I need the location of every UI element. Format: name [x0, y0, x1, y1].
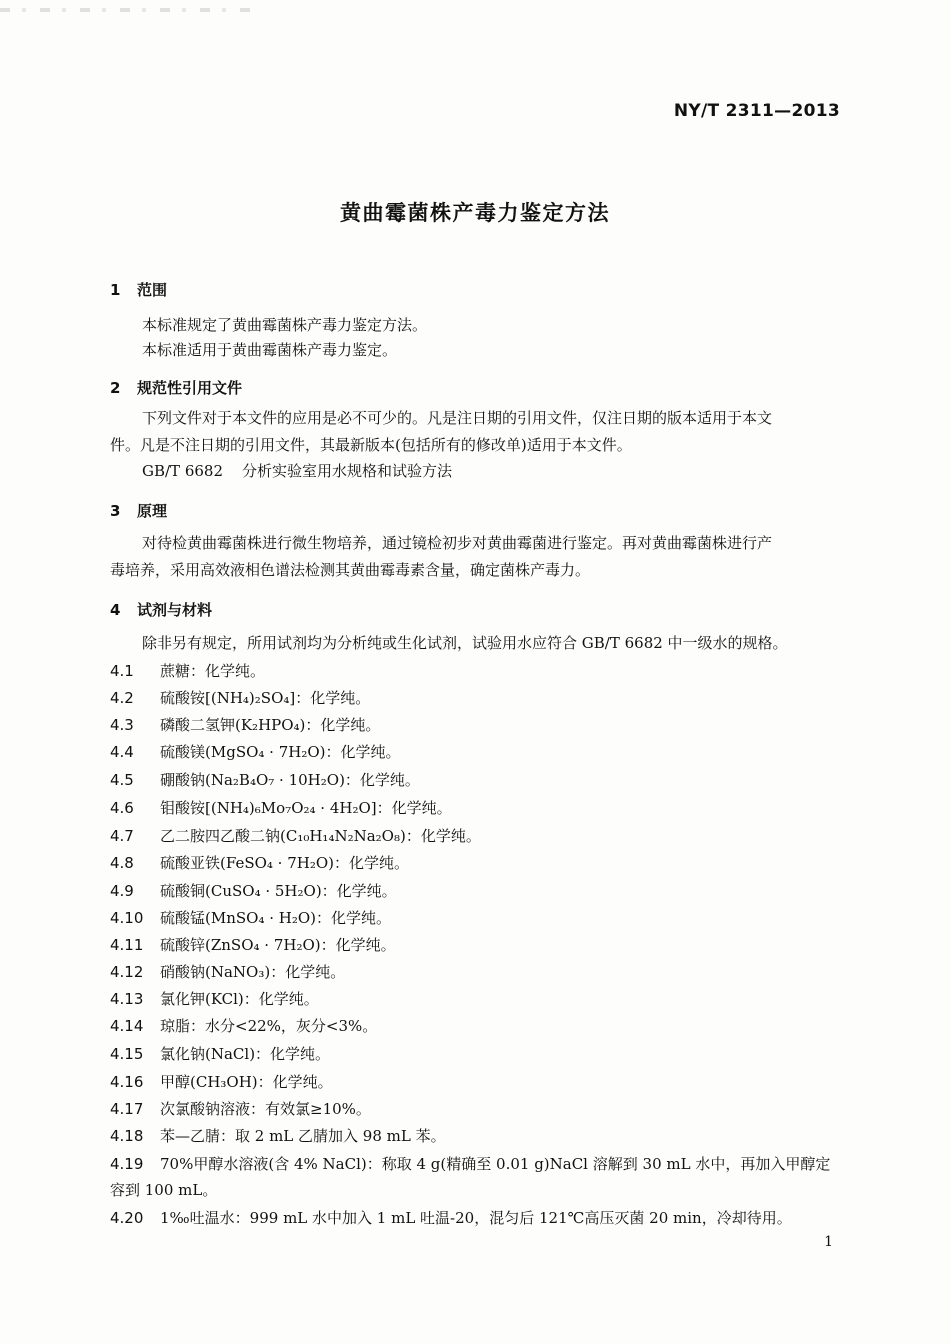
item-text: 次氯酸钠溶液：有效氯≥10%。 — [160, 1100, 371, 1118]
item-text: 琼脂：水分<22%，灰分<3%。 — [160, 1017, 378, 1035]
document-title: 黄曲霉菌株产毒力鉴定方法 — [340, 201, 610, 225]
reagent-item-continuation: 容到 100 mL。 — [110, 1181, 218, 1199]
reagent-item — [110, 714, 380, 735]
section-title: 原理 — [137, 502, 168, 520]
section-2-para-line-1: 下列文件对于本文件的应用是必不可少的。凡是注日期的引用文件，仅注日期的版本适用于本文 — [142, 409, 773, 427]
item-text: 苯—乙腈：取 2 mL 乙腈加入 98 mL 苯。 — [160, 1127, 446, 1145]
item-text: 硫酸铵[(NH₄)₂SO₄]：化学纯。 — [160, 689, 371, 707]
item-number: 4.2 — [110, 689, 134, 707]
reagent-item — [110, 687, 370, 708]
item-number: 4.15 — [110, 1045, 144, 1063]
section-3-para-line-1: 对待检黄曲霉菌株进行微生物培养，通过镜检初步对黄曲霉菌进行鉴定。再对黄曲霉菌株进行产 — [142, 534, 773, 552]
reagent-item — [110, 1153, 830, 1174]
section-1-heading — [110, 279, 167, 300]
reagent-item — [110, 1071, 333, 1092]
normative-reference — [142, 460, 452, 481]
reagent-item — [110, 1125, 446, 1146]
item-number: 4.19 — [110, 1155, 144, 1173]
reference-code: GB/T 6682 — [142, 462, 224, 480]
reagent-item — [110, 825, 481, 846]
section-number: 4 — [110, 601, 121, 619]
item-number: 4.5 — [110, 771, 134, 789]
reagent-item — [110, 769, 420, 790]
item-number: 4.7 — [110, 827, 134, 845]
item-text: 氯化钾(KCl)：化学纯。 — [160, 990, 319, 1008]
item-text: 乙二胺四乙酸二钠(C₁₀H₁₄N₂Na₂O₈)：化学纯。 — [160, 827, 481, 845]
reagent-item — [110, 961, 345, 982]
standard-number: NY/T 2311—2013 — [673, 101, 840, 121]
section-3-heading — [110, 500, 167, 521]
item-number: 4.14 — [110, 1017, 144, 1035]
item-number: 4.3 — [110, 716, 134, 734]
reagent-item — [110, 1043, 330, 1064]
scan-artifact — [0, 8, 250, 12]
section-number: 3 — [110, 502, 121, 520]
item-text: 甲醇(CH₃OH)：化学纯。 — [160, 1073, 333, 1091]
reagent-item — [110, 1098, 371, 1119]
section-title: 规范性引用文件 — [137, 379, 243, 397]
section-3-para-line-2: 毒培养，采用高效液相色谱法检测其黄曲霉毒素含量，确定菌株产毒力。 — [110, 561, 591, 579]
reagent-item — [110, 1015, 377, 1036]
section-title: 范围 — [137, 281, 168, 299]
item-number: 4.9 — [110, 882, 134, 900]
item-text: 氯化钠(NaCl)：化学纯。 — [160, 1045, 331, 1063]
section-number: 1 — [110, 281, 121, 299]
page-number: 1 — [824, 1234, 833, 1250]
reagent-item — [110, 880, 397, 901]
item-text: 硫酸镁(MgSO₄ · 7H₂O)：化学纯。 — [160, 743, 401, 761]
section-4-intro: 除非另有规定，所用试剂均为分析纯或生化试剂，试验用水应符合 GB/T 6682 中一级水的规格。 — [142, 634, 788, 652]
item-text: 硫酸锌(ZnSO₄ · 7H₂O)：化学纯。 — [160, 936, 396, 954]
item-text: 钼酸铵[(NH₄)₆Mo₇O₂₄ · 4H₂O]：化学纯。 — [160, 799, 452, 817]
item-text: 硫酸亚铁(FeSO₄ · 7H₂O)：化学纯。 — [160, 854, 409, 872]
section-2-para-line-2: 件。凡是不注日期的引用文件，其最新版本(包括所有的修改单)适用于本文件。 — [110, 436, 632, 454]
section-4-heading — [110, 599, 212, 620]
item-number: 4.1 — [110, 662, 134, 680]
reagent-item — [110, 852, 409, 873]
item-text: 磷酸二氢钾(K₂HPO₄)：化学纯。 — [160, 716, 381, 734]
item-number: 4.6 — [110, 799, 134, 817]
reagent-item — [110, 797, 452, 818]
item-number: 4.17 — [110, 1100, 144, 1118]
item-text: 硼酸钠(Na₂B₄O₇ · 10H₂O)：化学纯。 — [160, 771, 420, 789]
item-number: 4.20 — [110, 1209, 144, 1227]
item-number: 4.11 — [110, 936, 144, 954]
item-number: 4.16 — [110, 1073, 144, 1091]
section-title: 试剂与材料 — [137, 601, 213, 619]
reference-title: 分析实验室用水规格和试验方法 — [242, 462, 453, 480]
reagent-item — [110, 988, 319, 1009]
item-text: 1‰吐温水：999 mL 水中加入 1 mL 吐温-20，混匀后 121℃高压灭菌 20 min，冷却待用。 — [160, 1209, 792, 1227]
item-number: 4.13 — [110, 990, 144, 1008]
item-number: 4.18 — [110, 1127, 144, 1145]
reagent-item — [110, 660, 265, 681]
section-1-para-1: 本标准规定了黄曲霉菌株产毒力鉴定方法。 — [142, 316, 428, 334]
item-text: 硝酸钠(NaNO₃)：化学纯。 — [160, 963, 346, 981]
item-number: 4.8 — [110, 854, 134, 872]
section-2-heading — [110, 377, 242, 398]
section-number: 2 — [110, 379, 121, 397]
reagent-item — [110, 741, 401, 762]
item-number: 4.12 — [110, 963, 144, 981]
item-text: 硫酸铜(CuSO₄ · 5H₂O)：化学纯。 — [160, 882, 397, 900]
reagent-item — [110, 1207, 792, 1228]
item-text: 70%甲醇水溶液(含 4% NaCl)：称取 4 g(精确至 0.01 g)NaCl 溶解到 30 mL 水中，再加入甲醇定 — [160, 1155, 831, 1173]
item-text: 硫酸锰(MnSO₄ · H₂O)：化学纯。 — [160, 909, 392, 927]
item-number: 4.4 — [110, 743, 134, 761]
item-text: 蔗糖：化学纯。 — [160, 662, 266, 680]
item-number: 4.10 — [110, 909, 144, 927]
reagent-item — [110, 907, 391, 928]
reagent-item — [110, 934, 396, 955]
section-1-para-2: 本标准适用于黄曲霉菌株产毒力鉴定。 — [142, 341, 398, 359]
